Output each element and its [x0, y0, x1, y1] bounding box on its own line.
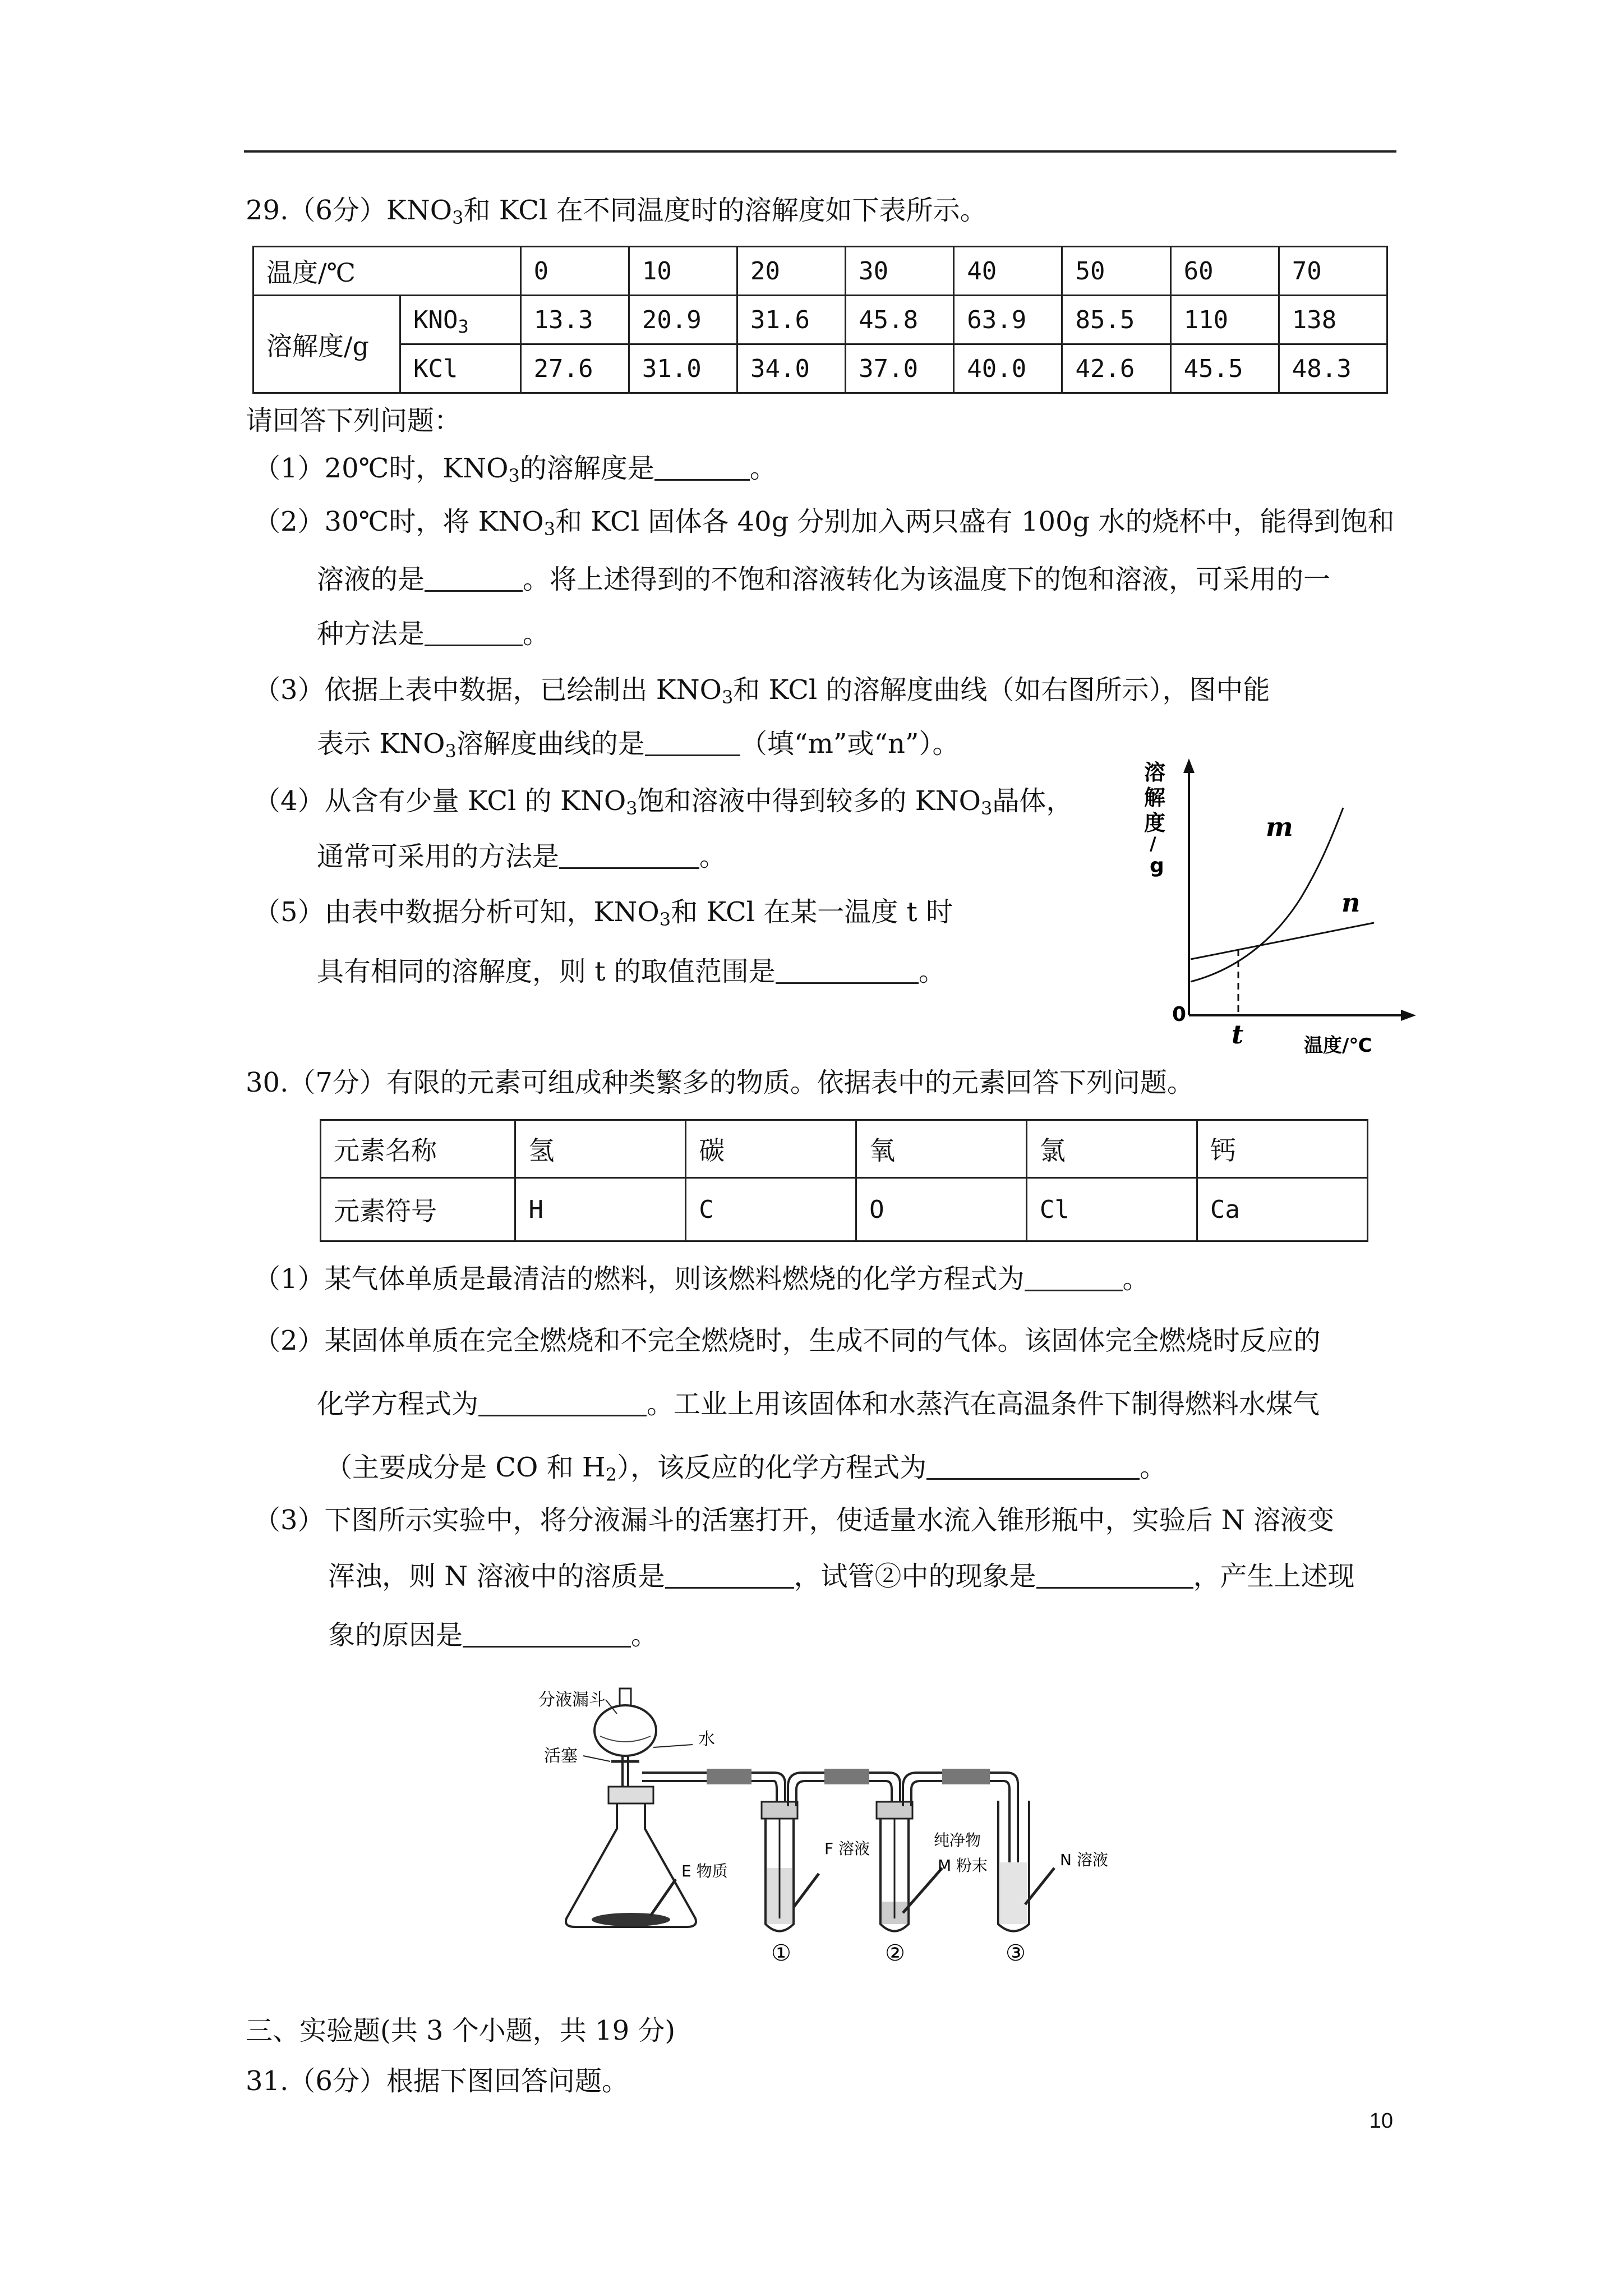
y-label-5: g	[1150, 854, 1164, 877]
tube-1-number: ①	[771, 1940, 791, 1966]
q30-heading: 30.（7分）有限的元素可组成种类繁多的物质。依据表中的元素回答下列问题。	[246, 1067, 1194, 1098]
n-solution	[1000, 1862, 1027, 1924]
q30-part3-line3: 象的原因是 。	[328, 1619, 658, 1651]
q29-solubility-table	[252, 246, 1388, 394]
q30-part2-line3: （主要成分是 CO 和 $H_2$），该反应的化学方程式为 。	[325, 1452, 1167, 1485]
q30-part3-line1: （3）下图所示实验中，将分液漏斗的活塞打开，使适量水流入锥形瓶中，实验后 N 溶液变	[253, 1504, 1335, 1536]
origin-label: 0	[1172, 1003, 1187, 1026]
q29-part4-line2: 通常可采用的方法是 。	[317, 841, 727, 872]
table-cell: Cl	[1026, 1178, 1197, 1241]
q31-heading: 31.（6分）根据下图回答问题。	[246, 2065, 629, 2097]
solubility-curve-graph	[1133, 752, 1424, 1066]
m-label-2: M 粉末	[938, 1856, 988, 1875]
x-label: 温度/℃	[1304, 1034, 1372, 1057]
y-label-4: /	[1150, 833, 1156, 854]
kno3-label: $KNO_3$	[400, 296, 521, 344]
answer-blank[interactable]	[926, 1456, 1140, 1480]
table-cell: 110	[1170, 296, 1279, 344]
table-row	[253, 247, 1387, 296]
answer-blank[interactable]	[1025, 1267, 1123, 1291]
funnel-stopper	[620, 1688, 631, 1705]
q29-part5-line1: （5）由表中数据分析可知，$KNO_3$和 KCl 在某一温度 t 时	[253, 896, 953, 930]
n-label: N 溶液	[1060, 1851, 1108, 1869]
curve-n	[1191, 923, 1374, 959]
e-label: E 物质	[681, 1862, 728, 1880]
kcl-label: KCl	[400, 344, 521, 393]
q29-part2-line2: 溶液的是 。将上述得到的不饱和溶液转化为该温度下的饱和溶液，可采用的一	[317, 564, 1331, 595]
table-cell: 氯	[1026, 1120, 1197, 1178]
y-axis-arrow	[1183, 758, 1195, 773]
q30-part2-line1: （2）某固体单质在完全燃烧和不完全燃烧时，生成不同的气体。该固体完全燃烧时反应的	[253, 1325, 1321, 1356]
table-cell: 氧	[856, 1120, 1027, 1178]
table-cell: 氢	[515, 1120, 686, 1178]
table-cell: 85.5	[1062, 296, 1170, 344]
answer-blank[interactable]	[645, 732, 740, 756]
q29-heading: 29.（6分）$KNO_3$和 KCl 在不同温度时的溶解度如下表所示。	[246, 195, 987, 228]
water-label: 水	[698, 1729, 715, 1749]
q30-element-table	[320, 1119, 1368, 1242]
separatory-funnel	[594, 1705, 656, 1756]
table-cell: 0	[520, 247, 629, 296]
table-cell: 40	[954, 247, 1062, 296]
table-cell: 31.6	[737, 296, 845, 344]
y-label-3: 度	[1144, 811, 1166, 835]
temp-label: 温度/℃	[253, 247, 521, 296]
label-n: n	[1341, 887, 1361, 918]
table-cell: 45.5	[1170, 344, 1279, 393]
table-cell: 40.0	[954, 344, 1062, 393]
answer-blank[interactable]	[654, 457, 750, 481]
f-label: F 溶液	[824, 1839, 870, 1858]
table-cell: 45.8	[846, 296, 954, 344]
tube-2-number: ②	[885, 1940, 905, 1966]
table-row	[253, 344, 1387, 393]
table-cell: Ca	[1197, 1178, 1367, 1241]
q29-part4-line1: （4）从含有少量 KCl 的 $KNO_3$饱和溶液中得到较多的 $KNO_3$晶体，	[253, 785, 1073, 819]
answer-blank[interactable]	[1036, 1565, 1193, 1589]
flask-stopper	[608, 1787, 653, 1803]
table-cell: 34.0	[737, 344, 845, 393]
table-cell: 13.3	[520, 296, 629, 344]
answer-blank[interactable]	[425, 622, 523, 646]
apparatus-diagram	[538, 1677, 1155, 1986]
solubility-label: 溶解度/g	[253, 296, 400, 393]
answer-blank[interactable]	[665, 1565, 794, 1589]
table-cell: 27.6	[520, 344, 629, 393]
table-cell: 37.0	[846, 344, 954, 393]
q30-part3-line2: 浑浊，则 N 溶液中的溶质是 ，试管②中的现象是 ，产生上述现	[328, 1561, 1355, 1592]
y-label-1: 溶	[1144, 760, 1166, 785]
table-cell: 138	[1279, 296, 1387, 344]
table-cell: 50	[1062, 247, 1170, 296]
answer-blank[interactable]	[425, 568, 523, 592]
q29-part3-line2: 表示 $KNO_3$溶解度曲线的是 （填“m”或“n”）。	[317, 728, 960, 762]
substance-e	[592, 1913, 670, 1926]
table-cell: 元素名称	[321, 1120, 515, 1178]
t-label: t	[1232, 1019, 1244, 1050]
table-cell: 20	[737, 247, 845, 296]
table-cell: 48.3	[1279, 344, 1387, 393]
table-cell: 63.9	[954, 296, 1062, 344]
q29-part2-line1: （2）30℃时，将 $KNO_3$和 KCl 固体各 40g 分别加入两只盛有 100g 水的烧杯中，能得到饱和	[253, 506, 1395, 540]
rubber-connector	[707, 1769, 751, 1784]
table-cell: C	[686, 1178, 856, 1241]
table-cell: 碳	[686, 1120, 856, 1178]
tube-3-number: ③	[1006, 1940, 1026, 1966]
table-row	[321, 1178, 1368, 1241]
table-cell: 31.0	[629, 344, 737, 393]
table-cell: 钙	[1197, 1120, 1367, 1178]
table-cell: 60	[1170, 247, 1279, 296]
valve-label: 活塞	[544, 1746, 578, 1766]
table-row	[253, 296, 1387, 344]
answer-blank[interactable]	[559, 845, 699, 869]
q29-part5-line2: 具有相同的溶解度，则 t 的取值范围是 。	[317, 956, 946, 987]
table-row	[321, 1120, 1368, 1178]
y-label-2: 解	[1144, 785, 1166, 810]
q30-part1: （1）某气体单质是最清洁的燃料，则该燃料燃烧的化学方程式为 。	[253, 1263, 1150, 1295]
x-axis-arrow	[1401, 1010, 1416, 1021]
answer-blank[interactable]	[478, 1392, 647, 1416]
table-cell: 10	[629, 247, 737, 296]
m-label-1: 纯净物	[934, 1831, 981, 1849]
table-cell: 70	[1279, 247, 1387, 296]
header-rule	[244, 150, 1396, 153]
q29-prompt: 请回答下列问题：	[246, 405, 462, 436]
q29-part2-line3: 种方法是 。	[317, 618, 550, 650]
erlenmeyer-flask	[566, 1795, 696, 1927]
q29-part1: （1）20℃时，$KNO_3$的溶解度是 。	[253, 453, 777, 486]
table-cell: 42.6	[1062, 344, 1170, 393]
funnel-label: 分液漏斗	[538, 1690, 606, 1710]
table-cell: 元素符号	[321, 1178, 515, 1241]
q29-part3-line1: （3）依据上表中数据，已绘制出 $KNO_3$和 KCl 的溶解度曲线（如右图所示），图中能	[253, 674, 1270, 708]
section-3-heading: 三、实验题(共 3 个小题，共 19 分)	[246, 2015, 676, 2046]
table-cell: H	[515, 1178, 686, 1241]
answer-blank[interactable]	[463, 1623, 631, 1648]
q30-part2-line2: 化学方程式为 。工业上用该固体和水蒸汽在高温条件下制得燃料水煤气	[317, 1388, 1320, 1420]
page-number: 10	[1369, 2109, 1393, 2133]
label-m: m	[1266, 812, 1293, 842]
table-cell: 30	[846, 247, 954, 296]
table-cell: 20.9	[629, 296, 737, 344]
table-cell: O	[856, 1178, 1027, 1241]
answer-blank[interactable]	[776, 960, 919, 984]
